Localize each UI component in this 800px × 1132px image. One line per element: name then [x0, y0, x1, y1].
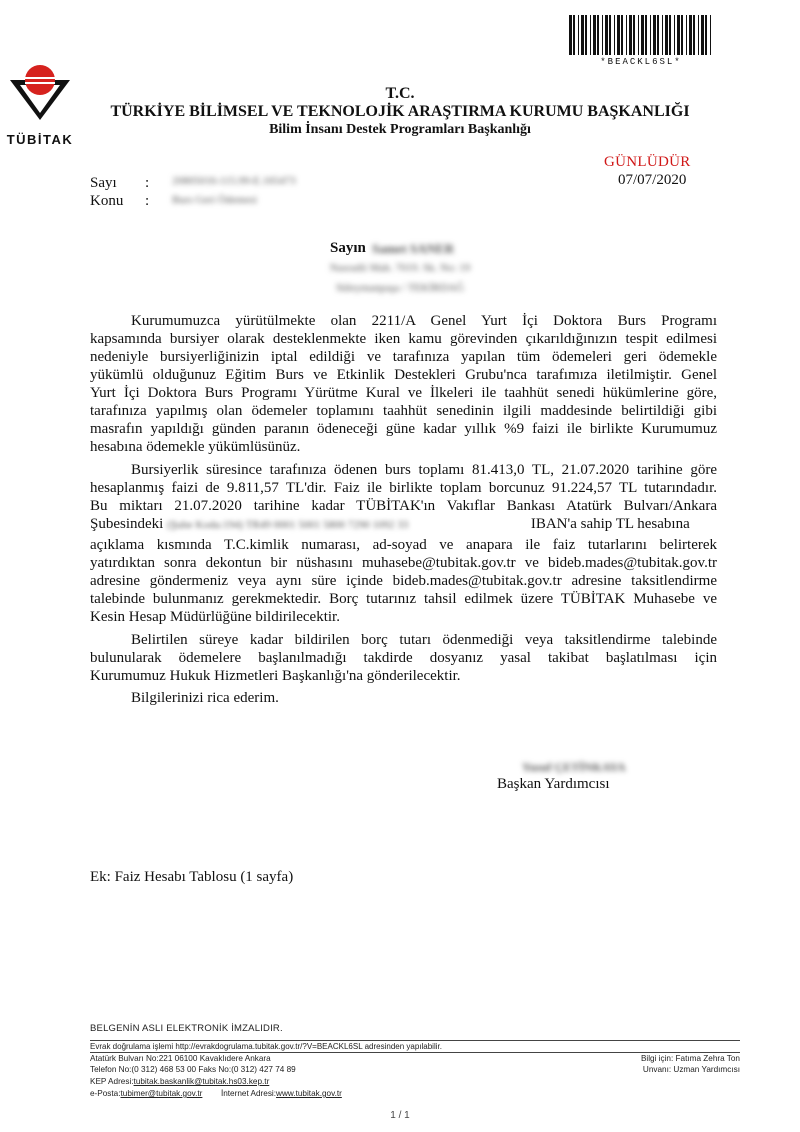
- footer-phone: Telefon No:(0 312) 468 53 00 Faks No:(0 312) 427 74 89: [90, 1065, 296, 1074]
- body-line: Belirtilen süreye kadar bildirilen borç tutarı ödenmediği veya taksitlendirme talebinde: [131, 632, 717, 648]
- closing-line: Bilgilerinizi rica ederim.: [131, 690, 279, 706]
- iban-value: (Şube Kodu:194) TR49 0001 5001 5800 7290 1092 33: [167, 519, 409, 531]
- body-line: bulunularak ödemelere başlanılmadığı takdirde dosyanız yasal takibat başlatılması için: [90, 650, 717, 666]
- eposta-link[interactable]: tubimer@tubitak.gov.tr: [120, 1089, 203, 1098]
- footer-address: Atatürk Bulvarı No:221 06100 Kavaklıdere Ankara: [90, 1054, 271, 1063]
- footer-kep: [90, 1077, 269, 1086]
- header-tc: T.C.: [385, 85, 415, 102]
- footer-divider: [90, 1040, 740, 1041]
- body-line: kapsamında bursiyer olarak desteklenmekte iken kamu görevinden çıkarıldığınızın tespit edilmesi: [90, 331, 717, 347]
- attachment-note: Ek: Faiz Hesabı Tablosu (1 sayfa): [90, 869, 294, 885]
- urgency-label: GÜNLÜDÜR: [604, 154, 691, 170]
- esign-notice: BELGENİN ASLI ELEKTRONİK İMZALIDIR.: [90, 1023, 283, 1034]
- signatory-title: Başkan Yardımcısı: [497, 776, 610, 792]
- recipient-address-line: Süleymanpaşa / TEKİRDAĞ: [335, 282, 465, 294]
- konu-label: Konu: [90, 193, 124, 209]
- body-text: Şubesindeki: [90, 516, 164, 532]
- recipient-name: Samet SANER: [372, 241, 454, 256]
- body-line: tarafınıza yapılmış olan ödemeler toplamını taahhüt senedinin ilgili maddesinde belirtildiği gibi: [90, 403, 717, 419]
- body-line: masrafın yapıldığı günden paranın ödeneceği güne kadar yıllık %9 faizi ile birlikte Kurumumuz: [90, 421, 717, 437]
- body-line: talebinde bulunmanız gerekmektedir. Borç tutarınız tahsil edilmek üzere TÜBİTAK Muhasebe ve: [90, 591, 717, 607]
- body-line: hesabına ödemekle yükümlüsünüz.: [90, 439, 301, 455]
- internet-label: İnternet Adresi:: [220, 1089, 277, 1098]
- konu-colon: :: [145, 193, 150, 209]
- recipient-address-line: Nasradii Mah. 7019. Sk. No: 19: [329, 262, 471, 274]
- footer-info-contact: Bilgi için: Fatıma Zehra Ton: [640, 1054, 740, 1063]
- verification-notice: Evrak doğrulama işlemi http://evrakdogrulama.tubitak.gov.tr/?V=BEACKL6SL adresinden yapılabilir.: [90, 1042, 442, 1051]
- body-line: Bursiyerlik süresince tarafınıza ödenen burs toplamı 81.413,0 TL, 21.07.2020 tarihine göre: [131, 462, 717, 478]
- internet-link[interactable]: www.tubitak.gov.tr: [276, 1089, 342, 1098]
- body-line: nedeniyle bursiyerliğinizin iptal edildiği ve tarafınıza yapılan tüm ödemeleri geri ödemekle: [90, 349, 717, 365]
- body-line: Kurumumuzca yürütülmekte olan 2211/A Genel Yurt İçi Doktora Burs Programı: [131, 313, 717, 329]
- body-line: Yurt İçi Doktora Burs Programı Yürütme Kural ve İlkeleri ile taahhüt senedi hükümlerine göre,: [90, 385, 717, 401]
- footer-info-title: Unvanı: Uzman Yardımcısı: [642, 1065, 740, 1074]
- body-line: Bu miktarı 21.07.2020 tarihine kadar TÜBİTAK'ın Vakıflar Bankası Atatürk Bulvarı/Ankara: [90, 498, 717, 514]
- body-line: adresine göndermeniz veya aynı süre içinde bideb.mades@tubitak.gov.tr adresine taksitlendirme: [90, 573, 717, 589]
- eposta-label: e-Posta:: [90, 1089, 121, 1098]
- kep-link[interactable]: tubitak.baskanlik@tubitak.hs03.kep.tr: [133, 1077, 270, 1086]
- body-line: yükümlü olduğunuz Eğitim Burs ve Etkinlik Destekleri Grubu'nca tarafımıza iletilmiştir. Genel: [90, 367, 717, 383]
- body-line: Kurumumuz Hukuk Hizmetleri Başkanlığı'na gönderilecektir.: [90, 668, 461, 684]
- body-line: hesaplanmış faizi de 9.811,57 TL'dir. Faiz ile birlikte toplam borcunuz 91.224,57 TL tutarındadır.: [90, 480, 717, 496]
- kep-label: KEP Adresi:: [90, 1077, 134, 1086]
- sayi-value: 20805016-115.99-E.165473: [172, 175, 296, 187]
- body-line: açıklama kısmında T.C.kimlik numarası, ad-soyad ve anapara ile faiz tutarlarını belirterek: [90, 537, 717, 553]
- footer-divider: [90, 1052, 740, 1053]
- body-line: yatırdıktan sonra dekontun bir nüshasını muhasebe@tubitak.gov.tr ve bideb.mades@tubitak.gov.tr: [90, 555, 717, 571]
- document-date: 07/07/2020: [618, 172, 687, 188]
- salutation: Sayın: [330, 240, 366, 256]
- logo-wordmark: TÜBİTAK: [6, 132, 74, 147]
- footer-contact: [90, 1089, 342, 1098]
- barcode-text: *BEACKL6SL*: [600, 57, 682, 67]
- signatory-name: Yusuf ÇETİNKAYA: [522, 760, 626, 774]
- body-text: IBAN'a sahip TL hesabına: [530, 516, 690, 532]
- page-number: 1 / 1: [390, 1110, 410, 1121]
- sayi-colon: :: [145, 175, 150, 191]
- header-department: Bilim İnsanı Destek Programları Başkanlığı: [269, 122, 531, 137]
- sayi-label: Sayı: [90, 175, 117, 191]
- barcode-image: [567, 15, 715, 55]
- body-line: Kesin Hesap Müdürlüğüne bildirilecektir.: [90, 609, 340, 625]
- header-organization: TÜRKİYE BİLİMSEL VE TEKNOLOJİK ARAŞTIRMA KURUMU BAŞKANLIĞI: [110, 103, 690, 120]
- body-line-iban: [90, 515, 717, 534]
- konu-value: Burs Geri Ödemesi: [172, 194, 257, 206]
